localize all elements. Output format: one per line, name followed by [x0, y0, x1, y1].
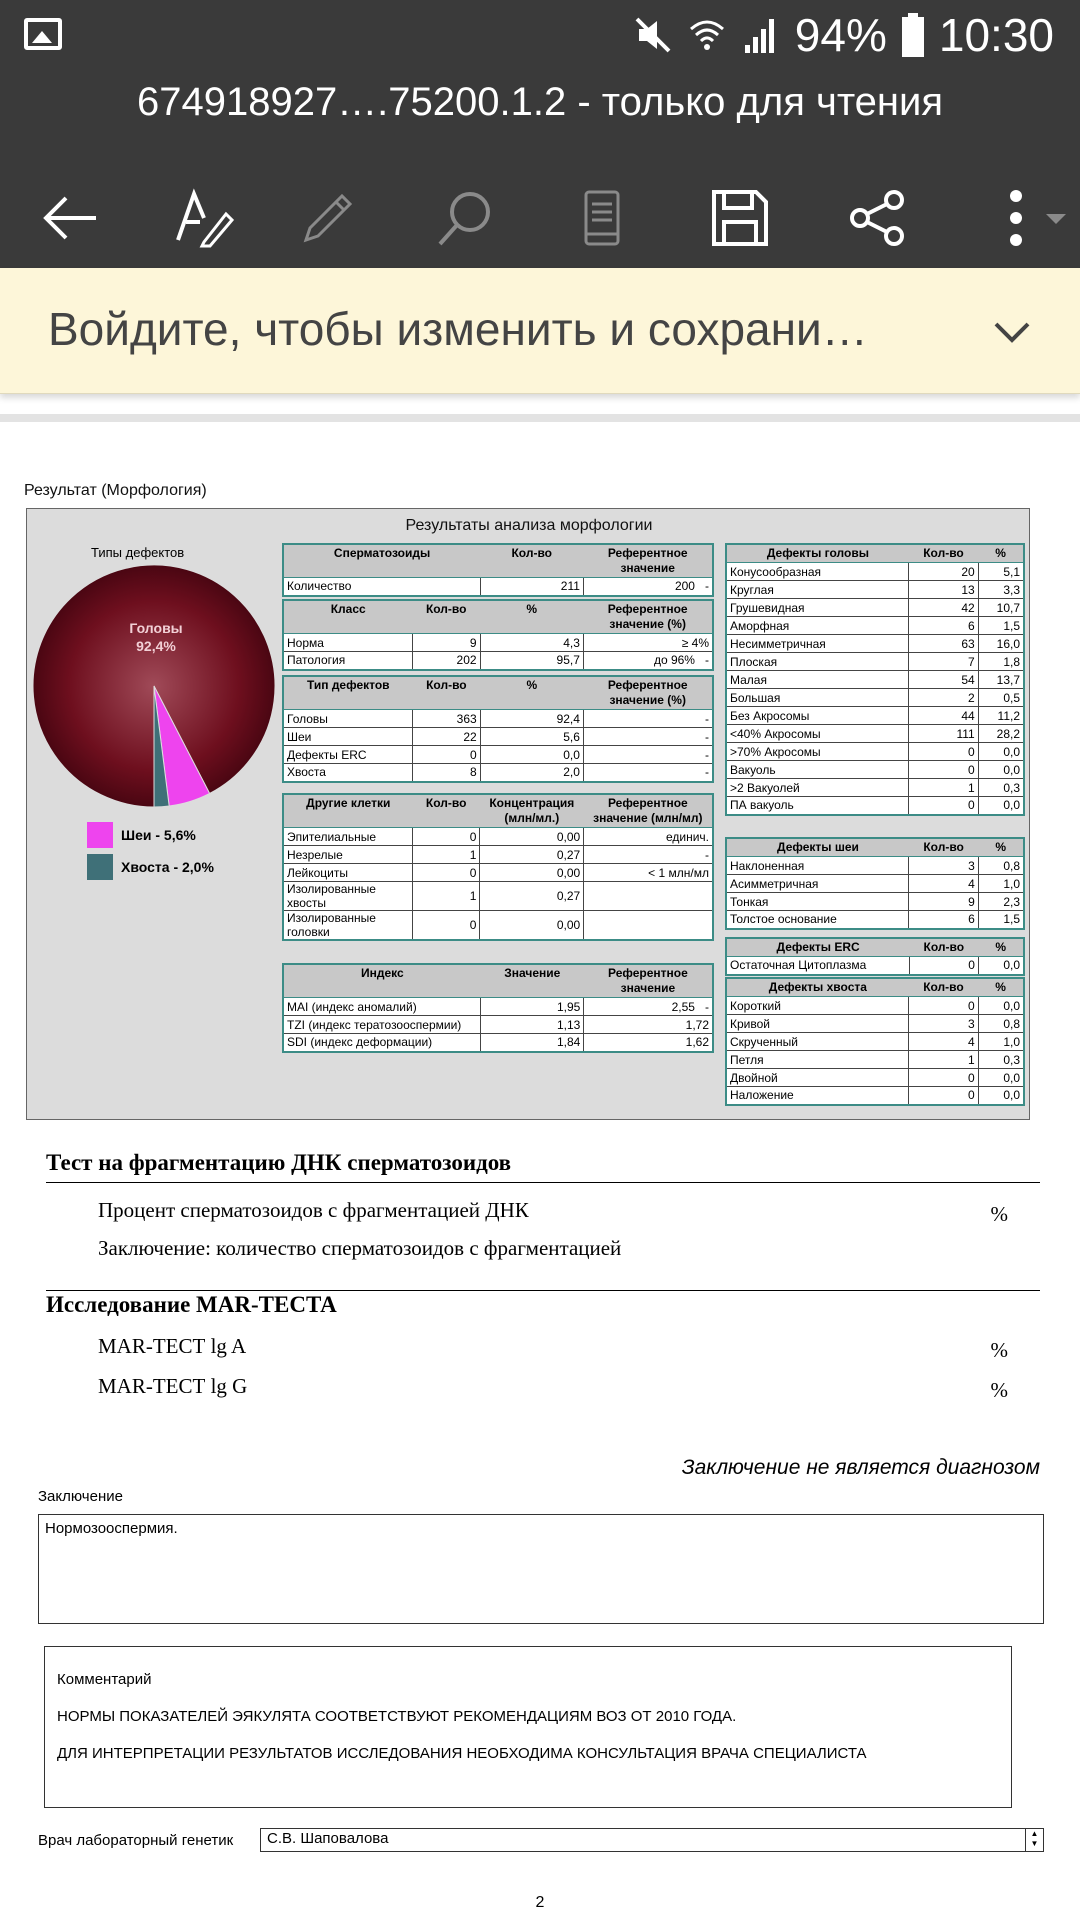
pen-icon[interactable] — [298, 188, 358, 248]
table-cell: 11,2 — [978, 707, 1024, 725]
table-header: Дефекты головы — [726, 544, 909, 563]
table-cell: Грушевидная — [726, 599, 909, 617]
table-cell: 2,55 - — [584, 998, 713, 1016]
clock: 10:30 — [938, 9, 1054, 61]
table-cell: Скрученный — [726, 1033, 909, 1051]
tail-defects-table — [725, 977, 1025, 1106]
table-cell: 0 — [909, 997, 979, 1015]
table-cell: Патология — [283, 652, 412, 670]
table-cell: 20 — [909, 563, 978, 581]
table-cell: Остаточная Цитоплазма — [726, 957, 909, 975]
table-row — [726, 1033, 1024, 1051]
table-header: Дефекты ERC — [726, 938, 909, 957]
legend-item-neck — [87, 822, 196, 848]
table-cell: Двойной — [726, 1069, 909, 1087]
spinner-icon[interactable]: ▲ ▼ — [1025, 1829, 1043, 1851]
table-cell: 0 — [909, 957, 978, 975]
table-row — [726, 1051, 1024, 1069]
table-cell: 1,5 — [978, 617, 1024, 635]
table-cell: 1,13 — [481, 1016, 584, 1034]
table-row — [726, 617, 1024, 635]
table-cell: 92,4 — [480, 710, 583, 728]
panel-title: Результаты анализа морфологии — [405, 517, 653, 534]
table-cell: 0,00 — [480, 864, 584, 882]
table-cell: 2,0 — [480, 764, 583, 782]
table-cell: Головы — [283, 710, 413, 728]
pie-title: Типы дефектов — [91, 545, 185, 560]
table-cell: 0,3 — [978, 779, 1024, 797]
comment-label: Комментарий — [57, 1671, 152, 1688]
table-row — [726, 997, 1024, 1015]
table-cell: 1,5 — [978, 911, 1024, 929]
table-header: Индекс — [283, 964, 481, 998]
table-cell: Эпителиальные — [283, 828, 412, 846]
table-cell: 0 — [412, 864, 479, 882]
dna-section-heading: Тест на фрагментацию ДНК сперматозоидов — [46, 1150, 512, 1175]
legend-swatch-neck — [87, 822, 113, 848]
morphology-panel — [26, 508, 1030, 1120]
table-header: % — [480, 676, 583, 710]
table-cell: 0,0 — [978, 743, 1024, 761]
search-icon[interactable] — [436, 188, 496, 248]
table-row — [726, 857, 1024, 875]
status-bar — [0, 0, 1080, 68]
table-cell: - — [583, 746, 713, 764]
sperm-table — [282, 543, 714, 597]
table-cell: 63 — [909, 635, 978, 653]
table-header: Референтное значение (%) — [583, 676, 713, 710]
table-cell: 1,84 — [481, 1034, 584, 1052]
table-row — [283, 998, 713, 1016]
document-title: 674918927….75200.1.2 - только для чтения — [136, 80, 944, 124]
table-cell: 8 — [413, 764, 481, 782]
comment-line: ДЛЯ ИНТЕРПРЕТАЦИИ РЕЗУЛЬТАТОВ ИССЛЕДОВАНИЯ НЕОБХОДИМА КОНСУЛЬТАЦИЯ ВРАЧА СПЕЦИАЛИСТА — [57, 1745, 867, 1762]
table-cell: 0,0 — [978, 997, 1024, 1015]
table-cell: Петля — [726, 1051, 909, 1069]
table-row — [726, 599, 1024, 617]
pie-label-main-pct: 92,4% — [136, 638, 176, 654]
table-cell: Тонкая — [726, 893, 909, 911]
table-cell: - — [584, 846, 713, 864]
table-row — [726, 893, 1024, 911]
table-row — [726, 707, 1024, 725]
table-cell: 1 — [412, 882, 479, 911]
erc-defects-table — [725, 937, 1025, 976]
table-cell: Большая — [726, 689, 909, 707]
table-row — [726, 761, 1024, 779]
table-row — [283, 911, 713, 941]
table-cell: единич. — [584, 828, 713, 846]
app-bar — [0, 68, 1080, 268]
table-cell: 0 — [909, 761, 978, 779]
table-header: Концентрация (млн/мл.) — [480, 794, 584, 828]
table-cell: 0,8 — [978, 1015, 1024, 1033]
table-cell: 9 — [412, 634, 480, 652]
chevron-down-icon[interactable] — [992, 312, 1032, 352]
table-cell: 0 — [909, 797, 978, 815]
neck-defects-table — [725, 837, 1025, 930]
dna-conclusion-label: Заключение: количество сперматозоидов с фрагментацией — [98, 1236, 622, 1260]
image-icon — [24, 18, 62, 50]
table-cell: 0,00 — [480, 828, 584, 846]
dna-percent-unit: % — [990, 1202, 1008, 1226]
table-cell: - — [583, 710, 713, 728]
signin-banner-text: Войдите, чтобы изменить и сохрани… — [48, 303, 868, 355]
class-table — [282, 599, 714, 671]
table-row — [283, 764, 713, 782]
table-row — [283, 710, 713, 728]
table-row — [283, 746, 713, 764]
share-icon[interactable] — [848, 188, 908, 248]
table-cell: Плоская — [726, 653, 909, 671]
table-cell: 28,2 — [978, 725, 1024, 743]
defects-pie-chart — [31, 563, 277, 809]
table-header: Кол-во — [480, 544, 583, 578]
table-cell: 42 — [909, 599, 978, 617]
mar-igg-unit: % — [990, 1378, 1008, 1402]
table-cell: 13,7 — [978, 671, 1024, 689]
table-cell — [584, 882, 713, 911]
table-cell: 2 — [909, 689, 978, 707]
table-cell: Норма — [283, 634, 412, 652]
table-row — [283, 1034, 713, 1052]
mar-section-heading: Исследование MAR-ТЕСТА — [46, 1292, 337, 1317]
table-header: Кол-во — [909, 978, 979, 997]
table-cell: <40% Акросомы — [726, 725, 909, 743]
table-cell: Наложение — [726, 1087, 909, 1105]
table-cell: Короткий — [726, 997, 909, 1015]
table-row — [283, 634, 713, 652]
table-cell: до 96% - — [583, 652, 713, 670]
table-header: % — [978, 838, 1024, 857]
table-cell: 22 — [413, 728, 481, 746]
table-header: % — [480, 600, 583, 634]
table-header: Дефекты шеи — [726, 838, 909, 857]
table-cell: Без Акросомы — [726, 707, 909, 725]
table-cell: 4,3 — [480, 634, 583, 652]
table-cell: 5,1 — [978, 563, 1024, 581]
table-cell: Дефекты ERC — [283, 746, 413, 764]
mute-icon — [633, 15, 673, 55]
table-cell: < 1 млн/мл — [584, 864, 713, 882]
table-cell: Количество — [283, 578, 480, 596]
conclusion-box — [38, 1514, 1044, 1624]
legend-swatch-tail — [87, 854, 113, 880]
table-cell: - — [583, 728, 713, 746]
table-cell: 1,95 — [481, 998, 584, 1016]
table-row — [726, 1069, 1024, 1087]
table-row — [283, 882, 713, 911]
back-icon[interactable] — [40, 188, 100, 248]
mar-iga-label: MAR-ТЕСТ lg A — [98, 1334, 247, 1358]
mar-igg-label: MAR-ТЕСТ lg G — [98, 1374, 248, 1398]
table-header: Сперматозоиды — [283, 544, 480, 578]
divider — [46, 1182, 1040, 1183]
table-cell: Малая — [726, 671, 909, 689]
table-cell: Толстое основание — [726, 911, 909, 929]
table-row — [726, 563, 1024, 581]
table-cell: Кривой — [726, 1015, 909, 1033]
defect-types-table — [282, 675, 714, 783]
table-header: % — [978, 938, 1024, 957]
table-header: Дефекты хвоста — [726, 978, 909, 997]
head-defects-table — [725, 543, 1025, 816]
table-cell: 0,3 — [978, 1051, 1024, 1069]
table-header: Референтное значение — [583, 544, 713, 578]
table-header: Тип дефектов — [283, 676, 413, 710]
table-row — [726, 1087, 1024, 1105]
table-cell: Лейкоциты — [283, 864, 412, 882]
edit-text-icon[interactable] — [174, 188, 234, 248]
table-cell: >70% Акросомы — [726, 743, 909, 761]
table-row — [726, 779, 1024, 797]
table-row — [726, 1015, 1024, 1033]
table-header: Класс — [283, 600, 412, 634]
save-icon[interactable] — [710, 188, 770, 248]
table-cell: 13 — [909, 581, 978, 599]
table-cell: 0,0 — [978, 761, 1024, 779]
table-cell: 10,7 — [978, 599, 1024, 617]
table-row — [283, 728, 713, 746]
table-cell: 6 — [909, 617, 978, 635]
mobile-view-icon[interactable] — [572, 188, 632, 248]
table-header: Кол-во — [413, 676, 481, 710]
table-header: Другие клетки — [283, 794, 412, 828]
table-row — [283, 846, 713, 864]
table-cell: MAI (индекс аномалий) — [283, 998, 481, 1016]
table-cell — [584, 911, 713, 941]
table-cell: 0 — [909, 1069, 979, 1087]
page-number: 2 — [535, 1894, 545, 1911]
table-row — [726, 725, 1024, 743]
table-cell: Конусообразная — [726, 563, 909, 581]
table-row — [726, 743, 1024, 761]
index-table — [282, 963, 714, 1053]
doctor-value: С.В. Шаповалова — [267, 1830, 389, 1847]
table-cell: 0,5 — [978, 689, 1024, 707]
table-cell: Несимметричная — [726, 635, 909, 653]
battery-percent: 94% — [794, 9, 887, 61]
table-cell: 1,8 — [978, 653, 1024, 671]
table-cell: Изолированные хвосты — [283, 882, 412, 911]
table-row — [726, 957, 1024, 975]
table-cell: 0,0 — [978, 957, 1024, 975]
legend-item-tail — [87, 854, 214, 880]
table-cell: 4 — [909, 1033, 979, 1051]
table-cell: 54 — [909, 671, 978, 689]
table-row — [283, 578, 713, 596]
table-cell: 4 — [909, 875, 978, 893]
table-cell: 1,62 — [584, 1034, 713, 1052]
comment-line: НОРМЫ ПОКАЗАТЕЛЕЙ ЭЯКУЛЯТА СООТВЕТСТВУЮТ РЕКОМЕНДАЦИЯМ ВОЗ ОТ 2010 ГОДА. — [57, 1708, 737, 1725]
doctor-label: Врач лабораторный генетик — [38, 1832, 234, 1849]
signin-banner[interactable] — [0, 268, 1080, 394]
table-row — [726, 689, 1024, 707]
table-cell: Изолированные головки — [283, 911, 412, 941]
table-row — [726, 635, 1024, 653]
table-header: Референтное значение — [584, 964, 713, 998]
table-header: Кол-во — [909, 938, 978, 957]
table-cell: 0,8 — [978, 857, 1024, 875]
table-cell: 16,0 — [978, 635, 1024, 653]
table-cell: 0,00 — [480, 911, 584, 941]
table-row — [726, 875, 1024, 893]
table-cell: 5,6 — [480, 728, 583, 746]
table-cell: 95,7 — [480, 652, 583, 670]
table-cell: Асимметричная — [726, 875, 909, 893]
table-cell: Незрелые — [283, 846, 412, 864]
table-row — [726, 797, 1024, 815]
table-cell: 0,27 — [480, 882, 584, 911]
table-cell: >2 Вакуолей — [726, 779, 909, 797]
table-cell: Наклоненная — [726, 857, 909, 875]
conclusion-text: Нормозооспермия. — [45, 1520, 178, 1537]
table-header: Кол-во — [909, 838, 978, 857]
table-row — [726, 671, 1024, 689]
table-header: Референтное значение (%) — [583, 600, 713, 634]
comment-box — [44, 1646, 1012, 1808]
table-header: % — [978, 544, 1024, 563]
doctor-select[interactable] — [260, 1828, 1044, 1852]
table-row — [283, 864, 713, 882]
table-cell: 44 — [909, 707, 978, 725]
conclusion-label: Заключение — [38, 1488, 123, 1505]
dna-percent-label: Процент сперматозоидов с фрагментацией ДНК — [98, 1198, 529, 1222]
table-cell: 202 — [412, 652, 480, 670]
pie-label-main: Головы — [129, 620, 183, 636]
table-cell: Аморфная — [726, 617, 909, 635]
table-cell: Хвоста — [283, 764, 413, 782]
disclaimer-text: Заключение не является диагнозом — [681, 1456, 1040, 1479]
section-caption: Результат (Морфология) — [24, 482, 207, 499]
table-cell: Вакуоль — [726, 761, 909, 779]
signal-icon — [741, 15, 781, 55]
table-cell: 0,0 — [978, 1087, 1024, 1105]
table-cell: 7 — [909, 653, 978, 671]
table-cell: 1,72 — [584, 1016, 713, 1034]
table-cell: 111 — [909, 725, 978, 743]
table-cell: 6 — [909, 911, 978, 929]
table-header: Кол-во — [412, 794, 479, 828]
table-cell: 3 — [909, 857, 978, 875]
table-row — [726, 653, 1024, 671]
table-cell: 363 — [413, 710, 481, 728]
table-cell: 0 — [909, 1087, 979, 1105]
table-header: Референтное значение (млн/мл) — [584, 794, 713, 828]
table-cell: 1,0 — [978, 1033, 1024, 1051]
table-cell: SDI (индекс деформации) — [283, 1034, 481, 1052]
table-row — [283, 828, 713, 846]
table-header: Кол-во — [412, 600, 480, 634]
table-cell: Шеи — [283, 728, 413, 746]
table-cell: 0 — [412, 911, 479, 941]
table-cell: 0,27 — [480, 846, 584, 864]
table-row — [726, 581, 1024, 599]
table-row — [283, 1016, 713, 1034]
table-cell: ≥ 4% — [583, 634, 713, 652]
table-cell: 1 — [909, 779, 978, 797]
toolbar — [0, 168, 1080, 268]
document-page — [0, 422, 1080, 1920]
table-cell: Круглая — [726, 581, 909, 599]
table-cell: - — [583, 764, 713, 782]
table-header: % — [978, 978, 1024, 997]
table-cell: 1,0 — [978, 875, 1024, 893]
table-cell: 0 — [413, 746, 481, 764]
legend-label-tail: Хвоста - 2,0% — [121, 859, 214, 875]
table-cell: 9 — [909, 893, 978, 911]
divider — [46, 1290, 1040, 1291]
wifi-icon — [687, 15, 727, 55]
table-cell: 3,3 — [978, 581, 1024, 599]
table-header: Кол-во — [909, 544, 978, 563]
table-cell: 2,3 — [978, 893, 1024, 911]
table-header: Значение — [481, 964, 584, 998]
legend-label-neck: Шеи - 5,6% — [121, 827, 196, 843]
table-cell: 1 — [412, 846, 479, 864]
table-row — [283, 652, 713, 670]
table-cell: 200 - — [583, 578, 713, 596]
table-cell: 0,0 — [978, 1069, 1024, 1087]
table-cell: 0,0 — [480, 746, 583, 764]
table-cell: ПА вакуоль — [726, 797, 909, 815]
table-row — [726, 911, 1024, 929]
other-cells-table — [282, 793, 714, 941]
table-cell: 0,0 — [978, 797, 1024, 815]
battery-icon — [901, 13, 925, 57]
table-cell: 0 — [412, 828, 479, 846]
divider — [0, 414, 1080, 422]
more-icon[interactable] — [990, 188, 1070, 248]
table-cell: TZI (индекс тератозооспермии) — [283, 1016, 481, 1034]
mar-iga-unit: % — [990, 1338, 1008, 1362]
table-cell: 1 — [909, 1051, 979, 1069]
table-cell: 3 — [909, 1015, 979, 1033]
table-cell: 0 — [909, 743, 978, 761]
table-cell: 211 — [480, 578, 583, 596]
